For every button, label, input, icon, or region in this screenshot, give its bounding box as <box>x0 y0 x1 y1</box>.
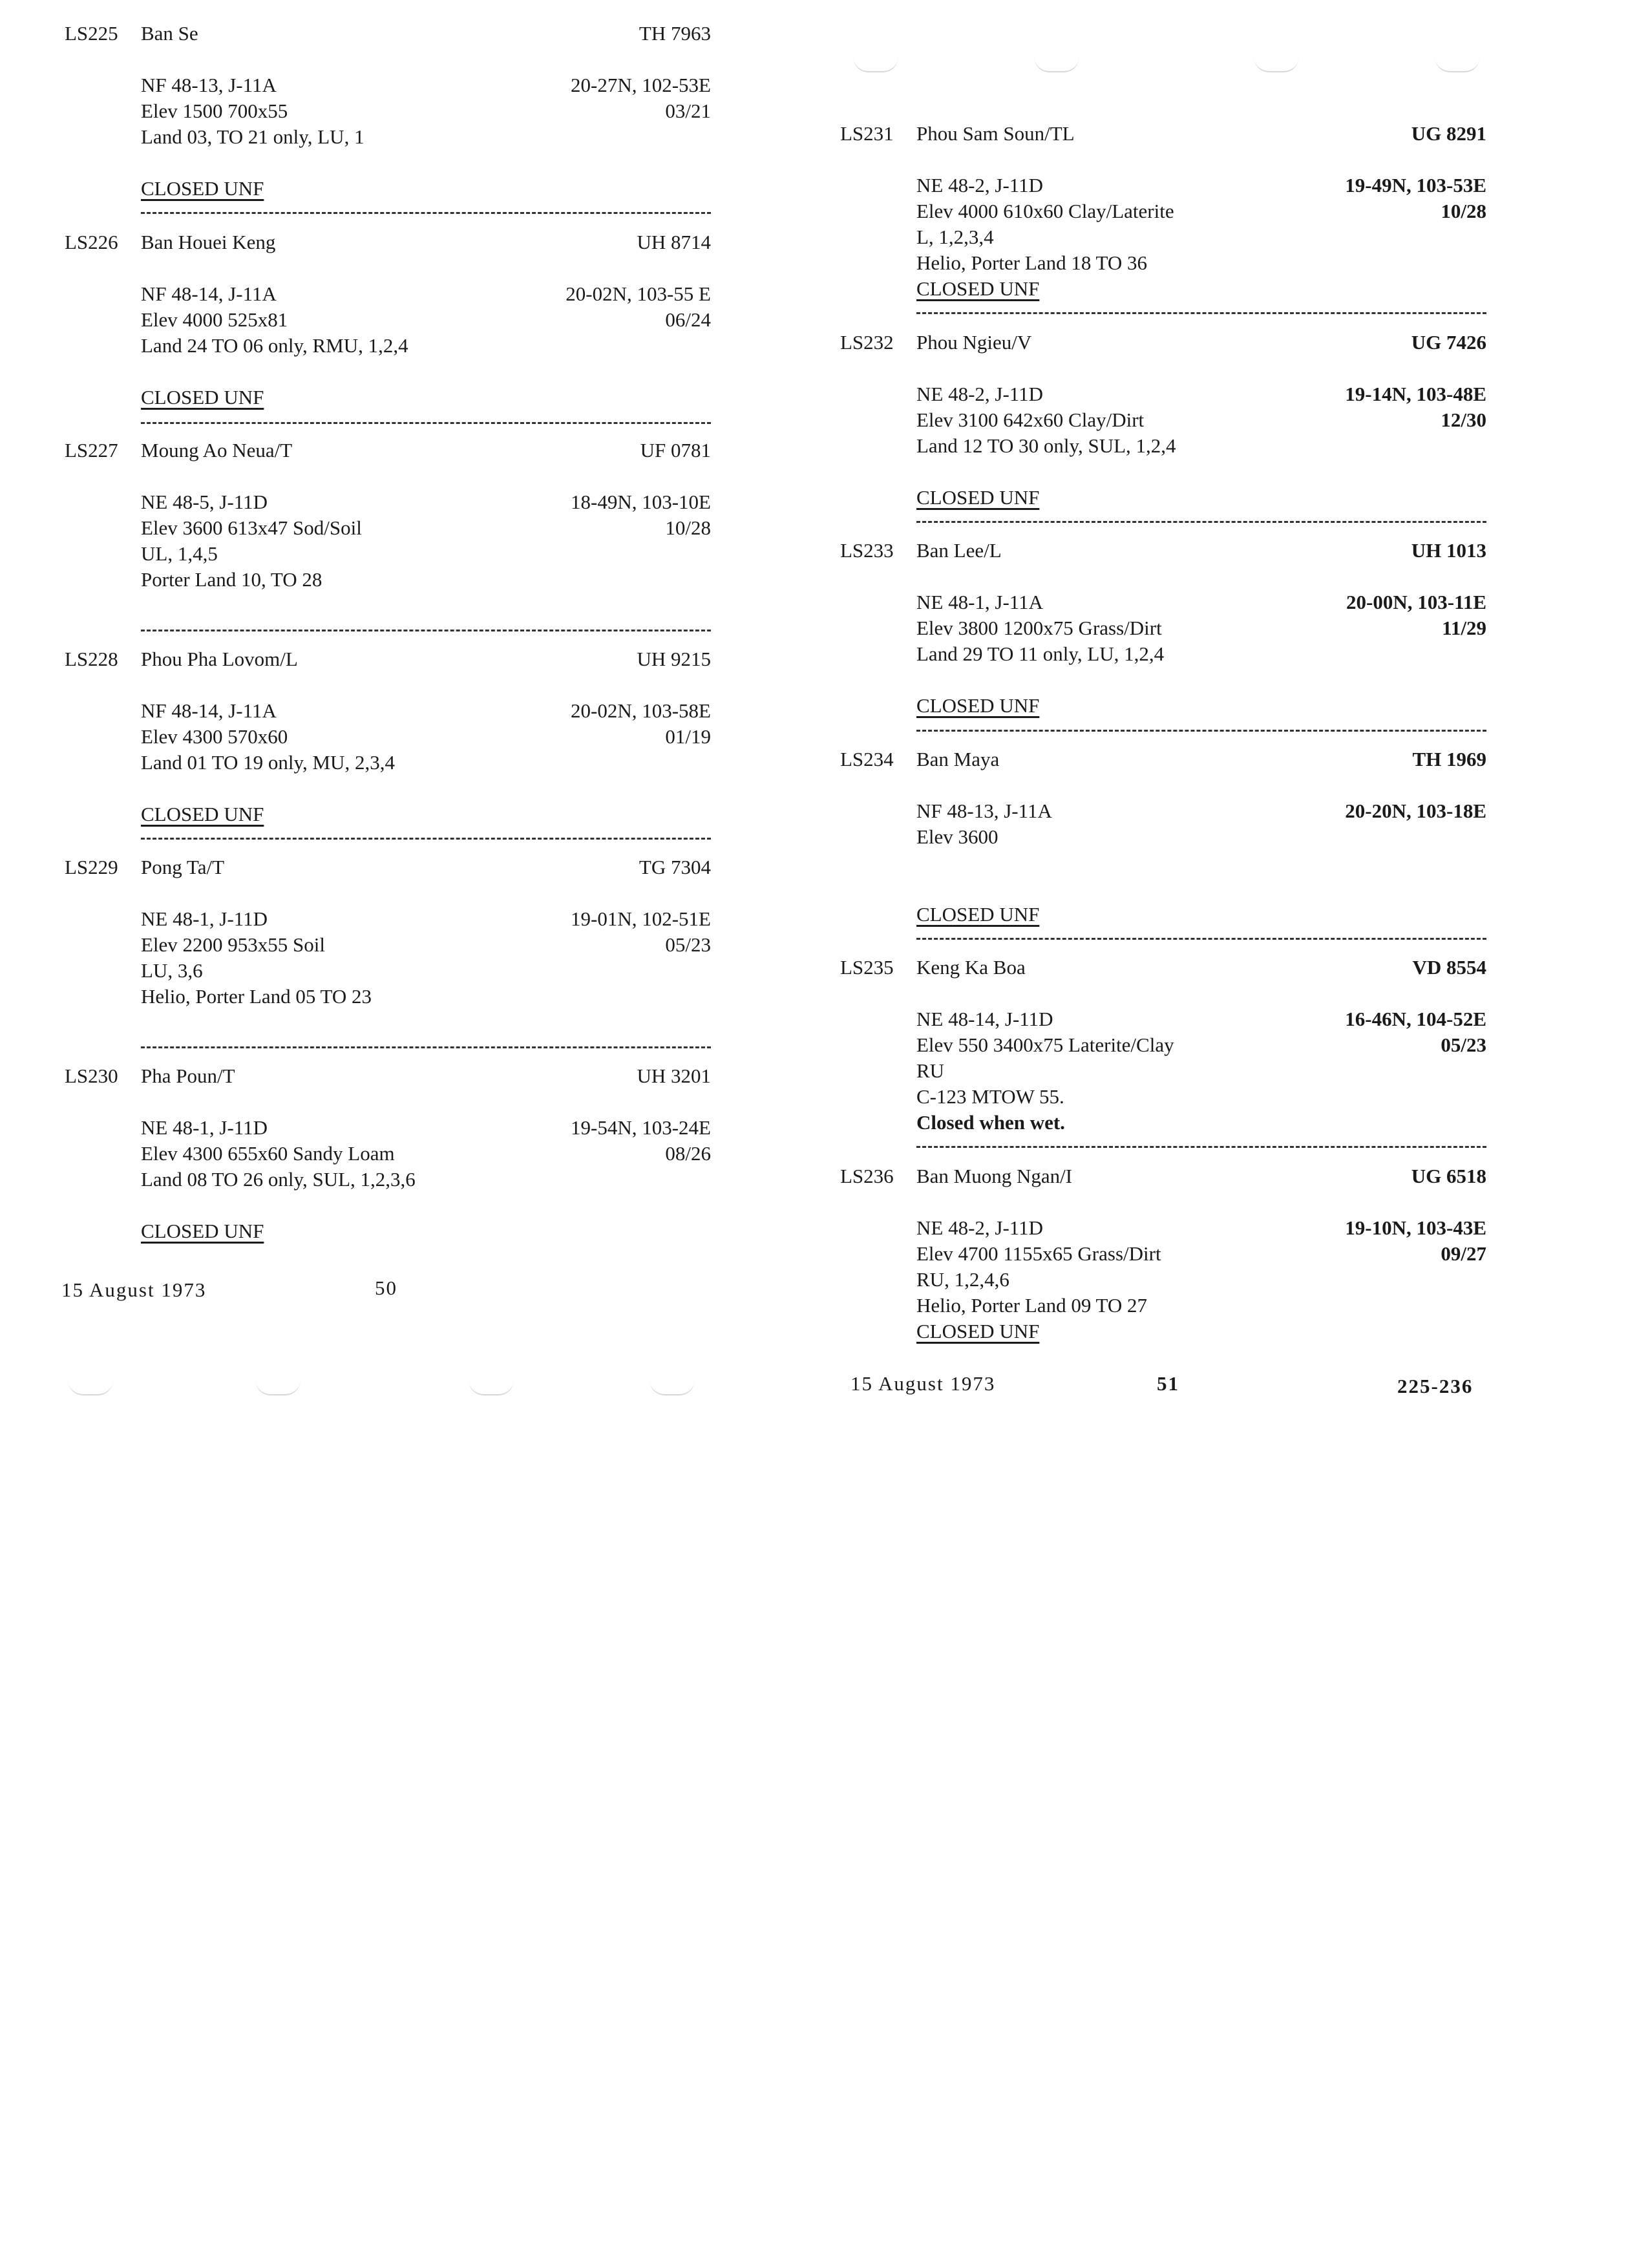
divider <box>916 521 1486 523</box>
entry-grid: VD 8554 <box>1412 956 1486 979</box>
punch-hole-mark <box>255 1380 301 1395</box>
entry-line: Elev 1500 700x55 <box>141 100 288 122</box>
entry-direction: 05/23 <box>1441 1033 1486 1056</box>
entry-ls232 <box>840 330 1486 509</box>
entry-ls234 <box>840 747 1486 926</box>
entry-name: Moung Ao Neua/T <box>141 439 293 461</box>
entry-line: Elev 2200 953x55 Soil <box>141 933 326 956</box>
entry-coord: 20-20N, 103-18E <box>1345 800 1486 822</box>
punch-hole-mark <box>853 57 898 72</box>
entry-name: Ban Lee/L <box>916 539 1002 562</box>
entry-line: Elev 3100 642x60 Clay/Dirt <box>916 408 1145 431</box>
entry-coord: 20-02N, 103-58E <box>571 699 711 722</box>
entry-line: Land 03, TO 21 only, LU, 1 <box>141 125 364 148</box>
entry-name: Keng Ka Boa <box>916 956 1026 979</box>
entry-code: LS232 <box>840 331 894 354</box>
divider <box>141 1046 711 1048</box>
entry-coord: 20-27N, 102-53E <box>571 74 711 96</box>
entry-line: UL, 1,4,5 <box>141 542 218 565</box>
entry-name: Pha Poun/T <box>141 1065 235 1087</box>
entry-line: Elev 3600 <box>916 825 998 848</box>
entry-line: NE 48-5, J-11D <box>141 491 268 513</box>
entry-name: Ban Maya <box>916 748 1000 770</box>
entry-line: L, 1,2,3,4 <box>916 226 994 248</box>
closed-status: CLOSED UNF <box>916 1320 1040 1342</box>
entry-line: NE 48-2, J-11D <box>916 174 1044 196</box>
entry-line: Elev 3800 1200x75 Grass/Dirt <box>916 617 1162 639</box>
closed-status: CLOSED UNF <box>916 277 1040 300</box>
closed-status: CLOSED UNF <box>141 177 264 200</box>
closed-status: CLOSED UNF <box>916 486 1040 509</box>
divider <box>141 422 711 424</box>
entry-ls229 <box>65 854 711 1008</box>
entry-ls227 <box>65 438 711 591</box>
entry-line: RU <box>916 1059 945 1082</box>
entry-coord: 19-10N, 103-43E <box>1345 1216 1486 1239</box>
closed-status: CLOSED UNF <box>916 903 1040 926</box>
entry-grid: UH 1013 <box>1411 539 1486 562</box>
entry-coord: 16-46N, 104-52E <box>1345 1008 1486 1030</box>
punch-hole-mark <box>68 1380 113 1395</box>
entry-code: LS236 <box>840 1165 894 1187</box>
entry-line: C-123 MTOW 55. <box>916 1085 1064 1108</box>
closed-status: CLOSED UNF <box>141 386 264 408</box>
entry-grid: TH 1969 <box>1412 748 1486 770</box>
entry-direction: 08/26 <box>665 1142 711 1165</box>
entry-grid: UH 8714 <box>637 231 711 253</box>
entry-direction: 12/30 <box>1441 408 1486 431</box>
entry-name: Pong Ta/T <box>141 856 225 878</box>
closed-status: CLOSED UNF <box>141 1220 264 1242</box>
entry-coord: 19-01N, 102-51E <box>571 907 711 930</box>
closed-status: CLOSED UNF <box>916 694 1040 717</box>
entry-line: NF 48-14, J-11A <box>141 699 277 722</box>
entry-line: Elev 4000 610x60 Clay/Laterite <box>916 200 1174 222</box>
footer-range: 225-236 <box>1397 1375 1474 1397</box>
entry-code: LS228 <box>65 648 118 670</box>
footer-date: 15 August 1973 <box>61 1278 207 1301</box>
entry-line: Helio, Porter Land 18 TO 36 <box>916 251 1148 274</box>
punch-hole-mark <box>1435 57 1480 72</box>
divider <box>141 838 711 840</box>
entry-code: LS227 <box>65 439 118 461</box>
entry-code: LS234 <box>840 748 894 770</box>
footer-page-number: 50 <box>375 1277 397 1299</box>
entry-direction: 10/28 <box>665 516 711 539</box>
entry-line: Land 01 TO 19 only, MU, 2,3,4 <box>141 751 395 774</box>
entry-name: Ban Se <box>141 22 198 45</box>
entry-name: Ban Houei Keng <box>141 231 276 253</box>
entry-coord: 19-54N, 103-24E <box>571 1116 711 1139</box>
entry-ls231 <box>840 121 1486 300</box>
entry-grid: UG 8291 <box>1411 122 1486 145</box>
closed-status: CLOSED UNF <box>141 803 264 825</box>
entry-code: LS230 <box>65 1065 118 1087</box>
entry-grid: UH 3201 <box>637 1065 711 1087</box>
entry-line: NF 48-13, J-11A <box>141 74 277 96</box>
entry-ls230 <box>65 1063 711 1242</box>
entry-line: Land 08 TO 26 only, SUL, 1,2,3,6 <box>141 1168 416 1191</box>
entry-line: Porter Land 10, TO 28 <box>141 568 322 591</box>
entry-line: Elev 4700 1155x65 Grass/Dirt <box>916 1242 1161 1265</box>
entry-ls228 <box>65 646 711 825</box>
entry-line: Land 24 TO 06 only, RMU, 1,2,4 <box>141 334 408 357</box>
punch-hole-mark <box>1034 57 1079 72</box>
entry-line: Land 29 TO 11 only, LU, 1,2,4 <box>916 642 1165 665</box>
entry-grid: UH 9215 <box>637 648 711 670</box>
punch-hole-mark <box>1254 57 1299 72</box>
entry-coord: 19-49N, 103-53E <box>1345 174 1486 196</box>
entry-ls226 <box>65 229 711 408</box>
punch-hole-mark <box>650 1380 695 1395</box>
entry-direction: 09/27 <box>1441 1242 1486 1265</box>
entry-line: Helio, Porter Land 09 TO 27 <box>916 1294 1148 1317</box>
entry-line: LU, 3,6 <box>141 959 203 982</box>
entry-code: LS235 <box>840 956 894 979</box>
entry-line: NE 48-2, J-11D <box>916 1216 1044 1239</box>
entry-direction: 03/21 <box>665 100 711 122</box>
divider <box>916 312 1486 314</box>
entry-code: LS233 <box>840 539 894 562</box>
entry-grid: UG 6518 <box>1411 1165 1486 1187</box>
entry-direction: 01/19 <box>665 725 711 748</box>
entry-grid: UG 7426 <box>1411 331 1486 354</box>
entry-coord: 20-02N, 103-55 E <box>565 282 711 305</box>
entry-note: Closed when wet. <box>916 1111 1065 1134</box>
entry-direction: 11/29 <box>1442 617 1486 639</box>
entry-line: NE 48-1, J-11D <box>141 907 268 930</box>
entry-ls225 <box>65 21 711 200</box>
entry-grid: TH 7963 <box>639 22 711 45</box>
entry-grid: UF 0781 <box>640 439 711 461</box>
divider <box>141 630 711 631</box>
entry-grid: TG 7304 <box>639 856 711 878</box>
entry-name: Ban Muong Ngan/I <box>916 1165 1073 1187</box>
entry-ls236 <box>840 1163 1486 1342</box>
entry-direction: 10/28 <box>1441 200 1486 222</box>
entry-ls233 <box>840 538 1486 717</box>
entry-direction: 06/24 <box>665 308 711 331</box>
divider <box>916 938 1486 940</box>
entry-code: LS229 <box>65 856 118 878</box>
entry-coord: 18-49N, 103-10E <box>571 491 711 513</box>
entry-code: LS226 <box>65 231 118 253</box>
entry-line: NF 48-14, J-11A <box>141 282 277 305</box>
entry-code: LS225 <box>65 22 118 45</box>
entry-line: Land 12 TO 30 only, SUL, 1,2,4 <box>916 434 1176 457</box>
entry-line: NE 48-1, J-11A <box>916 591 1044 613</box>
entry-line: Elev 550 3400x75 Laterite/Clay <box>916 1033 1174 1056</box>
entry-name: Phou Pha Lovom/L <box>141 648 298 670</box>
divider <box>916 730 1486 732</box>
divider <box>141 212 711 214</box>
footer-date: 15 August 1973 <box>850 1372 996 1395</box>
footer-page-number: 51 <box>1157 1372 1179 1395</box>
punch-hole-mark <box>469 1380 514 1395</box>
entry-direction: 05/23 <box>665 933 711 956</box>
entry-name: Phou Sam Soun/TL <box>916 122 1075 145</box>
entry-coord: 20-00N, 103-11E <box>1346 591 1486 613</box>
entry-line: Elev 3600 613x47 Sod/Soil <box>141 516 362 539</box>
entry-name: Phou Ngieu/V <box>916 331 1032 354</box>
entry-line: Elev 4300 655x60 Sandy Loam <box>141 1142 395 1165</box>
entry-line: Helio, Porter Land 05 TO 23 <box>141 985 372 1008</box>
entry-code: LS231 <box>840 122 894 145</box>
entry-line: RU, 1,2,4,6 <box>916 1268 1009 1291</box>
entry-line: Elev 4000 525x81 <box>141 308 288 331</box>
entry-line: Elev 4300 570x60 <box>141 725 288 748</box>
entry-line: NE 48-2, J-11D <box>916 383 1044 405</box>
divider <box>916 1146 1486 1148</box>
entry-ls235 <box>840 955 1486 1134</box>
entry-coord: 19-14N, 103-48E <box>1345 383 1486 405</box>
entry-line: NF 48-13, J-11A <box>916 800 1052 822</box>
entry-line: NE 48-14, J-11D <box>916 1008 1053 1030</box>
entry-line: NE 48-1, J-11D <box>141 1116 268 1139</box>
